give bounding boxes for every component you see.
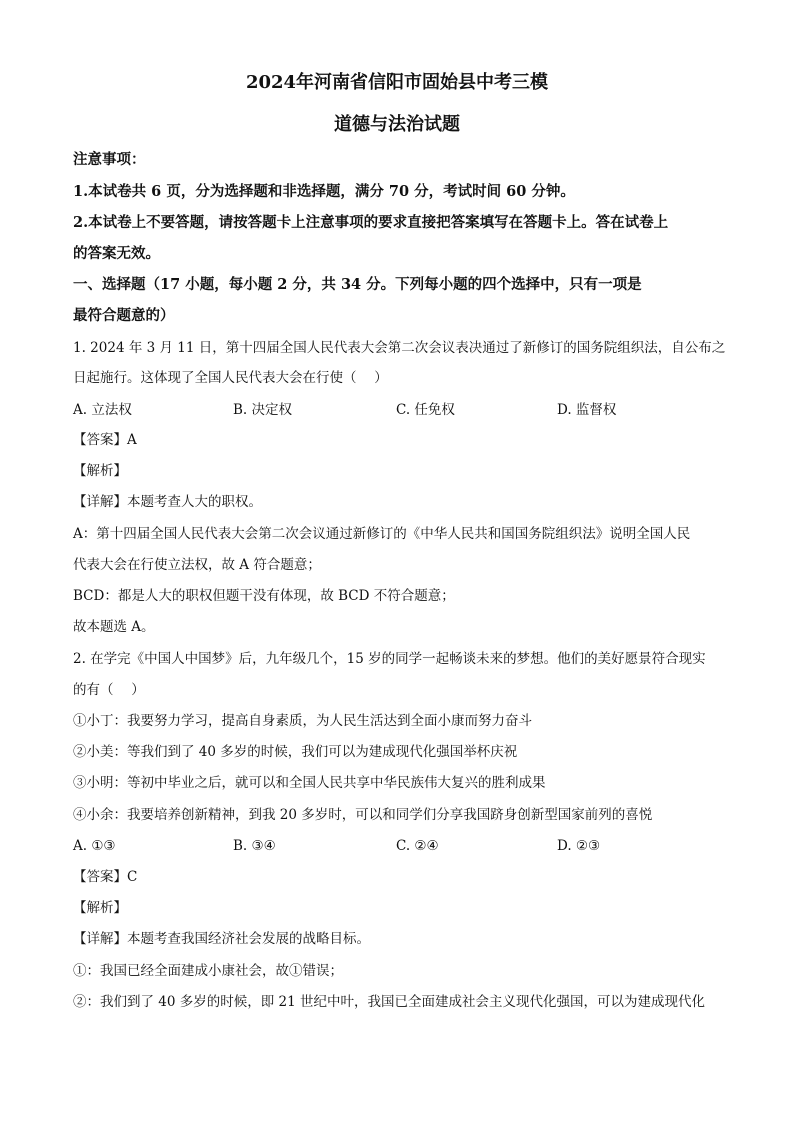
- notice-item-1: 1.本试卷共 6 页，分为选择题和非选择题，满分 70 分，考试时间 60 分钟。: [73, 183, 575, 200]
- page-subtitle: 道德与法治试题: [334, 114, 460, 135]
- q1-option-a: A. 立法权: [73, 402, 132, 418]
- section-heading-line2: 最符合题意的）: [73, 307, 175, 324]
- q2-analysis-label: 【解析】: [73, 900, 127, 916]
- notice-item-2-line2: 的答案无效。: [73, 245, 160, 262]
- q2-detail: 【详解】本题考查我国经济社会发展的战略目标。: [73, 931, 370, 947]
- q2-stem-line1: 2. 在学完《中国人中国梦》后，九年级几个，15 岁的同学一起畅谈未来的梦想。他们的美好愿景符合现实: [73, 651, 706, 667]
- q2-answer: 【答案】C: [73, 869, 138, 885]
- q1-option-b: B. 决定权: [233, 402, 293, 418]
- q2-statement-2: ②小美：等我们到了 40 多岁的时候，我们可以为建成现代化强国举杯庆祝: [73, 744, 518, 760]
- q1-option-c: C. 任免权: [396, 402, 455, 418]
- q1-answer: 【答案】A: [73, 432, 137, 448]
- notice-heading: 注意事项：: [73, 151, 146, 168]
- q2-explanation-1: ①：我国已经全面建成小康社会，故①错误；: [73, 963, 343, 979]
- q2-statement-4: ④小余：我要培养创新精神，到我 20 多岁时，可以和同学们分享我国跻身创新型国家前列的喜悦: [73, 807, 653, 823]
- q2-option-b: B. ③④: [233, 838, 276, 854]
- q1-explanation-1-line2: 代表大会在行使立法权，故 A 符合题意；: [73, 557, 321, 573]
- q1-stem-line2: 日起施行。这体现了全国人民代表大会在行使（ ）: [73, 370, 388, 386]
- q2-stem-line2: 的有（ ）: [73, 682, 145, 698]
- q2-option-a: A. ①③: [73, 838, 116, 854]
- q2-option-c: C. ②④: [396, 838, 439, 854]
- q1-stem-line1: 1. 2024 年 3 月 11 日，第十四届全国人民代表大会第二次会议表决通过了新修订的国务院组织法，自公布之: [73, 340, 726, 356]
- notice-item-2-line1: 2.本试卷上不要答题，请按答题卡上注意事项的要求直接把答案填写在答题卡上。答在试卷上: [73, 214, 669, 231]
- q2-statement-3: ③小明：等初中毕业之后，就可以和全国人民共享中华民族伟大复兴的胜利成果: [73, 775, 546, 791]
- q2-statement-1: ①小丁：我要努力学习，提高自身素质，为人民生活达到全面小康而努力奋斗: [73, 713, 532, 729]
- q1-explanation-1-line1: A：第十四届全国人民代表大会第二次会议通过新修订的《中华人民共和国国务院组织法》说明全国人民: [73, 526, 691, 542]
- q1-analysis-label: 【解析】: [73, 463, 127, 479]
- q1-detail: 【详解】本题考查人大的职权。: [73, 494, 262, 510]
- q1-conclusion: 故本题选 A。: [73, 619, 155, 635]
- page-title: 2024年河南省信阳市固始县中考三模: [245, 72, 549, 93]
- q1-option-d: D. 监督权: [557, 402, 617, 418]
- q2-explanation-2: ②：我们到了 40 多岁的时候，即 21 世纪中叶，我国已全面建成社会主义现代化强国，可以为建成现代化: [73, 994, 706, 1010]
- q1-explanation-2: BCD：都是人大的职权但题干没有体现，故 BCD 不符合题意；: [73, 588, 455, 604]
- q2-option-d: D. ②③: [557, 838, 601, 854]
- section-heading-line1: 一、选择题（17 小题，每小题 2 分，共 34 分。下列每小题的四个选择中，只有一项是: [73, 276, 642, 293]
